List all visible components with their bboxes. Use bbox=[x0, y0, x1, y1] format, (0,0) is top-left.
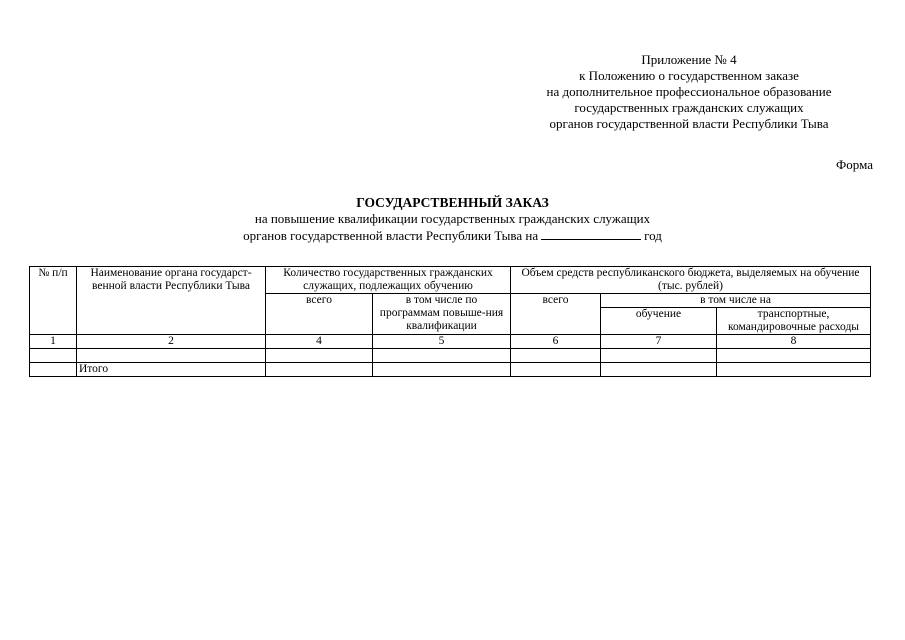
table-cell[interactable] bbox=[717, 349, 871, 363]
appendix-header bbox=[509, 52, 869, 132]
appendix-line: органов государственной власти Республики Тыва bbox=[549, 116, 829, 131]
column-number: 1 bbox=[30, 335, 77, 349]
table-cell[interactable] bbox=[511, 363, 601, 377]
table-cell[interactable] bbox=[77, 349, 266, 363]
appendix-number: Приложение № 4 bbox=[641, 52, 737, 67]
table-cell[interactable] bbox=[30, 363, 77, 377]
column-number: 5 bbox=[373, 335, 511, 349]
title-subtitle-suffix: год bbox=[644, 228, 662, 243]
table-cell[interactable] bbox=[266, 363, 373, 377]
column-number: 6 bbox=[511, 335, 601, 349]
table-cell[interactable] bbox=[511, 349, 601, 363]
header-budget-total: всего bbox=[511, 294, 601, 335]
header-count-programs: в том числе по программам повыше-ния квалификации bbox=[373, 294, 511, 335]
appendix-line: на дополнительное профессиональное образование bbox=[546, 84, 832, 99]
appendix-line: государственных гражданских служащих bbox=[574, 100, 804, 115]
header-budget-group: Объем средств республиканского бюджета, выделяемых на обучение (тыс. рублей) bbox=[511, 267, 871, 294]
year-blank-field[interactable] bbox=[541, 227, 641, 240]
table-cell[interactable] bbox=[266, 349, 373, 363]
header-budget-transport: транспортные, командировочные расходы bbox=[717, 308, 871, 335]
column-number: 8 bbox=[717, 335, 871, 349]
header-budget-training: обучение bbox=[601, 308, 717, 335]
title-subtitle: на повышение квалификации государственных гражданских служащих bbox=[254, 211, 651, 226]
header-org-name: Наименование органа государст-венной власти Республики Тыва bbox=[77, 267, 266, 335]
header-budget-incl: в том числе на bbox=[601, 294, 871, 308]
state-order-table bbox=[29, 266, 871, 377]
column-number: 2 bbox=[77, 335, 266, 349]
column-number: 4 bbox=[266, 335, 373, 349]
column-number-row bbox=[30, 335, 871, 349]
form-label: Форма bbox=[836, 157, 873, 172]
table-cell[interactable] bbox=[601, 363, 717, 377]
column-number: 7 bbox=[601, 335, 717, 349]
title-subtitle-prefix: органов государственной власти Республики Тыва на bbox=[243, 228, 539, 243]
table-cell[interactable] bbox=[373, 349, 511, 363]
table-cell[interactable] bbox=[717, 363, 871, 377]
table-row bbox=[30, 349, 871, 363]
header-num: № п/п bbox=[30, 267, 77, 335]
total-row bbox=[30, 363, 871, 377]
table-cell[interactable] bbox=[373, 363, 511, 377]
header-row bbox=[30, 267, 871, 294]
total-label: Итого bbox=[77, 363, 266, 377]
header-count-total: всего bbox=[266, 294, 373, 335]
title-subtitle-year bbox=[0, 227, 905, 244]
appendix-line: к Положению о государственном заказе bbox=[579, 68, 799, 83]
header-count-group: Количество государственных гражданских служащих, подлежащих обучению bbox=[266, 267, 511, 294]
title-main: ГОСУДАРСТВЕННЫЙ ЗАКАЗ bbox=[356, 195, 549, 210]
table-cell[interactable] bbox=[601, 349, 717, 363]
document-title bbox=[0, 194, 905, 244]
table-cell[interactable] bbox=[30, 349, 77, 363]
